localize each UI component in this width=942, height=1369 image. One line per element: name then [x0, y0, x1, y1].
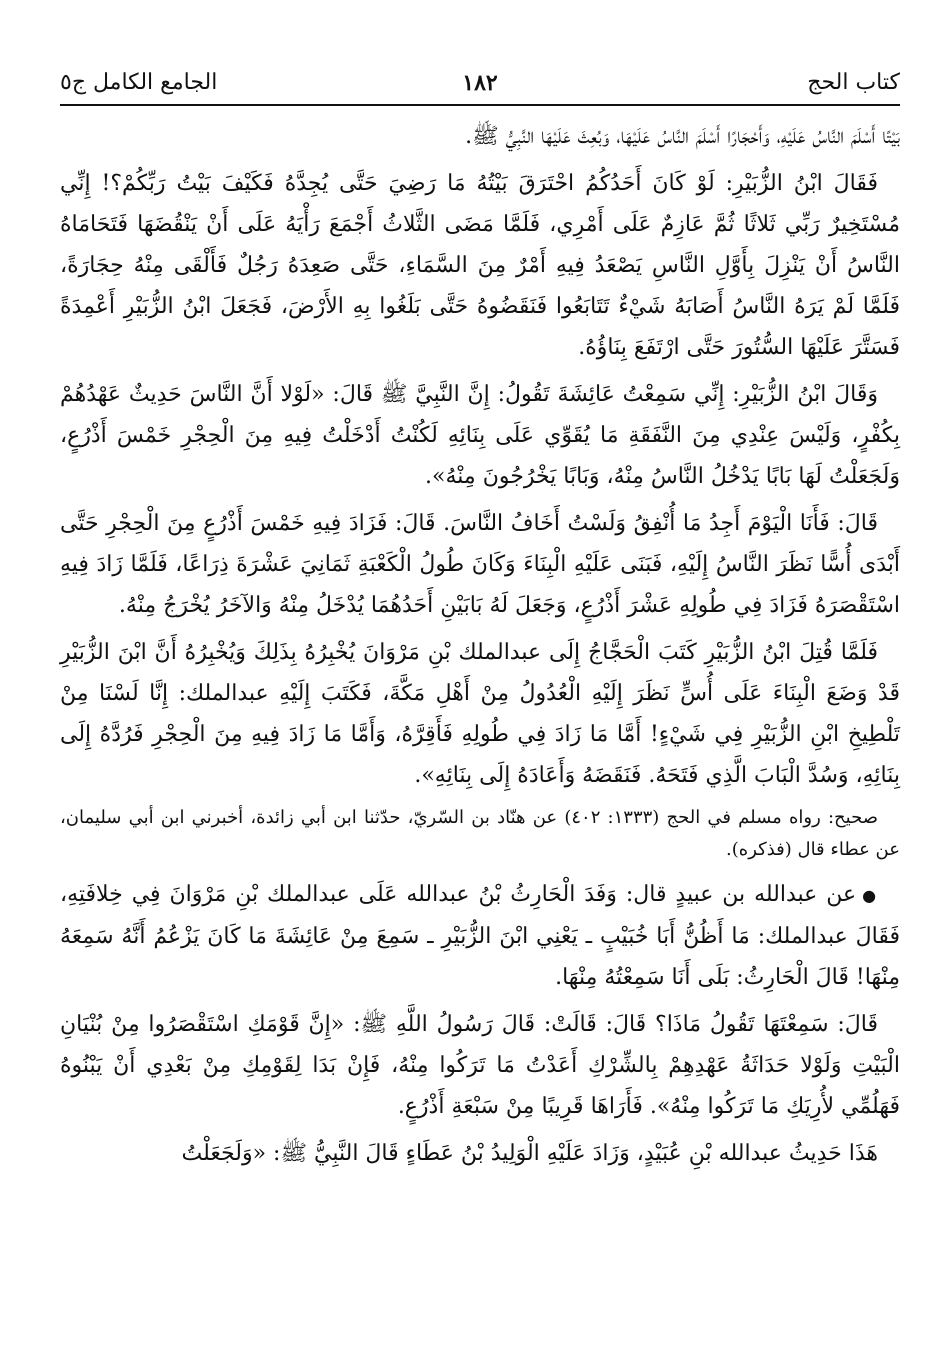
paragraph-2: فَقَالَ ابْنُ الزُّبَيْرِ: لَوْ كَانَ أَحَدُكُمُ احْتَرَقَ بَيْتُهُ مَا رَضِيَ حَتَّى يُجِدَّهُ فَكَيْفَ بَيْتُ رَبِّكُمْ؟! إِنِّي مُسْتَخِيرٌ رَبِّي ثَلاثًا ثُمَّ عَازِمٌ عَلَى أَمْرِي، فَلَمَّا مَضَى الثَّلاثُ أَجْمَعَ رَأْيَهُ عَلَى أَنْ يَنْقُضَهَا فَتَحَامَاهُ النَّاسُ أَنْ يَنْزِلَ بِأَوَّلِ النَّاسِ يَصْعَدُ فِيهِ أَمْرٌ مِنَ السَّمَاءِ، حَتَّى صَعِدَهُ رَجُلٌ فَأَلْقَى مِنْهُ حِجَارَةً، فَلَمَّا لَمْ يَرَهُ النَّاسُ أَصَابَهُ شَيْءٌ تَتَابَعُوا فَنَقَضُوهُ حَتَّى بَلَغُوا بِهِ الأَرْضَ، فَجَعَلَ ابْنُ الزُّبَيْرِ أَعْمِدَةً فَسَتَّرَ عَلَيْهَا السُّتُورَ حَتَّى ارْتَفَعَ بِنَاؤُهُ.: [60, 171, 900, 360]
paragraph-4: قَالَ: فَأَنَا الْيَوْمَ أَجِدُ مَا أُنْفِقُ وَلَسْتُ أَخَافُ النَّاسَ. قَالَ: فَزَادَ فِيهِ خَمْسَ أَذْرُعٍ مِنَ الْحِجْرِ حَتَّى أَبْدَى أُسًّا نَظَرَ النَّاسُ إِلَيْهِ، فَبَنَى عَلَيْهِ الْبِنَاءَ وَكَانَ طُولُ الْكَعْبَةِ ثَمَانِيَ عَشْرَةَ ذِرَاعًا، فَلَمَّا زَادَ فِيهِ اسْتَقْصَرَهُ فَزَادَ فِي طُولِهِ عَشْرَ أَذْرُعٍ، وَجَعَلَ لَهُ بَابَيْنِ أَحَدُهُمَا يُدْخَلُ مِنْهُ وَالآخَرُ يُخْرَجُ مِنْهُ.: [60, 511, 900, 618]
page-number: ١٨٢: [462, 70, 498, 96]
paragraph-6: [60, 874, 900, 998]
bullet-icon: ●: [862, 886, 878, 905]
paragraph-5: فَلَمَّا قُتِلَ ابْنُ الزُّبَيْرِ كَتَبَ الْحَجَّاجُ إِلَى عبدالملك بْنِ مَرْوَانَ يُخْبِرُهُ بِذَلِكَ وَيُخْبِرُهُ أَنَّ ابْنَ الزُّبَيْرِ قَدْ وَضَعَ الْبِنَاءَ عَلَى أُسٍّ نَظَرَ إِلَيْهِ الْعُدُولُ مِنْ أَهْلِ مَكَّةَ، فَكَتَبَ إِلَيْهِ عبدالملك: إِنَّا لَسْنَا مِنْ تَلْطِيخِ ابْنِ الزُّبَيْرِ فِي شَيْءٍ! أَمَّا مَا زَادَ فِي طُولِهِ فَأَقِرَّهُ، وَأَمَّا مَا زَادَ فِيهِ مِنَ الْحِجْرِ فَرُدَّهُ إِلَى بِنَائِهِ، وَسُدَّ الْبَابَ الَّذِي فَتَحَهُ. فَنَقَضَهُ وَأَعَادَهُ إِلَى بِنَائِهِ».: [60, 640, 900, 788]
paragraph-1: بَيْتًا أَسْلَمَ النَّاسُ عَلَيْهِ، وَأَحْجَارًا أَسْلَمَ النَّاسُ عَلَيْهَا، وَبُعِثَ عَلَيْهَا النَّبِيُّ ﷺ.: [465, 124, 900, 149]
book-page: [60, 60, 900, 1350]
paragraph-7: قَالَ: سَمِعْتَهَا تَقُولُ مَاذَا؟ قَالَ: قَالَتْ: قَالَ رَسُولُ اللَّهِ ﷺ: «إِنَّ قَوْمَكِ اسْتَقْصَرُوا مِنْ بُنْيَانِ الْبَيْتِ وَلَوْلا حَدَاثَةُ عَهْدِهِمْ بِالشِّرْكِ أَعَدْتُ مَا تَرَكُوا مِنْهُ، فَإِنْ بَدَا لِقَوْمِكِ مِنْ بَعْدِي أَنْ يَبْنُوهُ فَهَلُمِّي لأُرِيَكِ مَا تَرَكُوا مِنْهُ». فَأَرَاهَا قَرِيبًا مِنْ سَبْعَةِ أَذْرُعٍ.: [60, 1012, 900, 1119]
paragraph-3: وَقَالَ ابْنُ الزُّبَيْرِ: إِنِّي سَمِعْتُ عَائِشَةَ تَقُولُ: إِنَّ النَّبِيَّ ﷺ قَالَ: «لَوْلا أَنَّ النَّاسَ حَدِيثٌ عَهْدُهُمْ بِكُفْرٍ، وَلَيْسَ عِنْدِي مِنَ النَّفَقَةِ مَا يُقَوِّي عَلَى بِنَائِهِ لَكُنْتُ أَدْخَلْتُ فِيهِ مِنَ الْحِجْرِ خَمْسَ أَذْرُعٍ، وَلَجَعَلْتُ لَهَا بَابًا يَدْخُلُ النَّاسُ مِنْهُ، وَبَابًا يَخْرُجُونَ مِنْهُ».: [60, 382, 900, 489]
hadith-grading-note: صحيح: رواه مسلم في الحج (١٣٣٣: ٤٠٢) عن هنّاد بن السّريّ، حدّثنا ابن أبي زائدة، أخبرني ابن أبي سليمان، عن عطاء قال (فذكره).: [60, 807, 900, 860]
collection-volume: الجامع الكامل ج٥: [60, 70, 218, 95]
paragraph-8: هَذَا حَدِيثُ عبدالله بْنِ عُبَيْدٍ، وَزَادَ عَلَيْهِ الْوَلِيدُ بْنُ عَطَاءٍ قَالَ النَّبِيُّ ﷺ: «وَلَجَعَلْتُ: [181, 1141, 878, 1166]
page-body: [60, 106, 900, 1174]
book-title: كتاب الحج: [807, 70, 900, 95]
paragraph-6-text: عن عبدالله بن عبيدٍ قال: وَفَدَ الْحَارِثُ بْنُ عبدالله عَلَى عبدالملك بْنِ مَرْوَانَ فِي خِلافَتِهِ، فَقَالَ عبدالملك: مَا أَظُنُّ أَبَا خُبَيْبٍ ـ يَعْنِي ابْنَ الزُّبَيْرِ ـ سَمِعَ مِنْ عَائِشَةَ مَا كَانَ يَزْعُمُ أَنَّهُ سَمِعَهُ مِنْهَا! قَالَ الْحَارِثُ: بَلَى أَنَا سَمِعْتُهُ مِنْهَا.: [60, 882, 900, 990]
page-header: [60, 60, 900, 106]
